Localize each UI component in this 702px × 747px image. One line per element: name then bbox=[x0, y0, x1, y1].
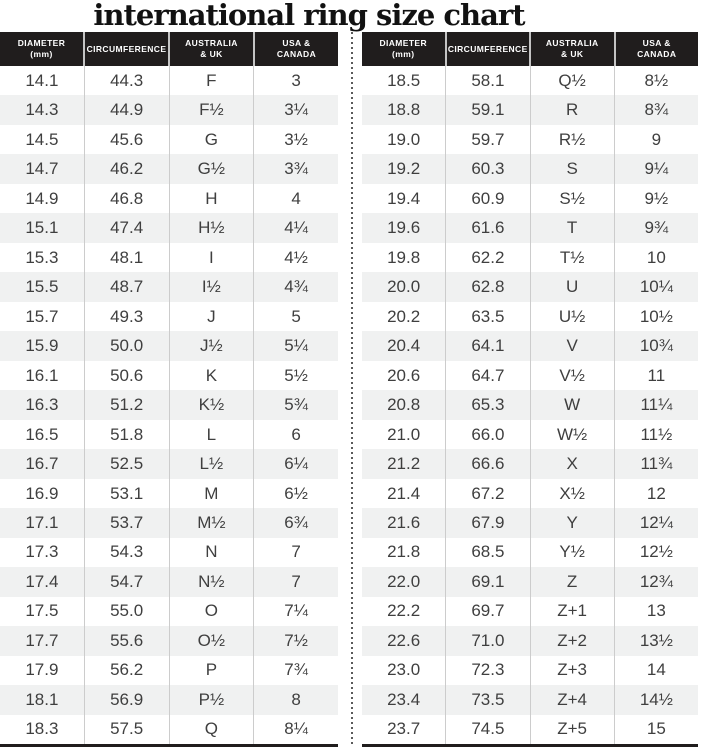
table-row bbox=[362, 331, 698, 360]
table-cell: Z+4 bbox=[530, 685, 614, 714]
table-cell: I½ bbox=[169, 272, 254, 301]
table-cell: 14.3 bbox=[25, 100, 59, 120]
table-cell: 17.4 bbox=[25, 571, 59, 591]
table-cell: R½ bbox=[530, 125, 614, 154]
table-cell: 64.7 bbox=[445, 361, 529, 390]
table-cell: 65.3 bbox=[445, 390, 529, 419]
table-cell: 18.8 bbox=[387, 100, 421, 120]
table-cell: 59.1 bbox=[445, 95, 529, 124]
table-row bbox=[0, 361, 338, 390]
table-cell: 21.2 bbox=[387, 454, 421, 474]
table-cell: V bbox=[530, 331, 614, 360]
table-cell: 7¾ bbox=[253, 656, 338, 685]
table-cell: 16.9 bbox=[25, 483, 59, 503]
table-cell: 68.5 bbox=[445, 538, 529, 567]
table-cell: 3¼ bbox=[253, 95, 338, 124]
table-row bbox=[362, 95, 698, 124]
table-cell: I bbox=[169, 243, 254, 272]
table-row bbox=[0, 390, 338, 419]
table-cell: N½ bbox=[169, 567, 254, 596]
table-cell: X bbox=[530, 449, 614, 478]
table-cell: Z+5 bbox=[530, 715, 614, 744]
table-cell: 15 bbox=[614, 715, 698, 744]
table-cell: W bbox=[530, 390, 614, 419]
column-header: USA & CANADA bbox=[614, 32, 699, 66]
header-row bbox=[0, 32, 338, 66]
table-cell: 19.6 bbox=[387, 218, 421, 238]
table-cell: 59.7 bbox=[445, 125, 529, 154]
table-cell: 12¾ bbox=[614, 567, 698, 596]
table-cell: 16.5 bbox=[25, 424, 59, 444]
table-cell: 8¼ bbox=[253, 715, 338, 744]
table-cell: 7 bbox=[253, 567, 338, 596]
table-row bbox=[0, 449, 338, 478]
table-row bbox=[0, 508, 338, 537]
table-cell: 15.9 bbox=[25, 336, 59, 356]
table-cell: 15.3 bbox=[25, 247, 59, 267]
ring-size-table-right bbox=[362, 32, 698, 747]
table-cell: 45.6 bbox=[84, 125, 169, 154]
table-cell: 23.4 bbox=[387, 689, 421, 709]
table-row bbox=[362, 302, 698, 331]
table-cell: 72.3 bbox=[445, 656, 529, 685]
table-cell: R bbox=[530, 95, 614, 124]
table-row bbox=[362, 597, 698, 626]
table-cell: 8 bbox=[253, 685, 338, 714]
table-cell: 16.7 bbox=[25, 454, 59, 474]
table-cell: 10½ bbox=[614, 302, 698, 331]
table-cell: Y½ bbox=[530, 538, 614, 567]
table-row bbox=[0, 125, 338, 154]
table-row bbox=[362, 154, 698, 183]
table-cell: 8½ bbox=[614, 66, 698, 95]
table-cell: 15.5 bbox=[25, 277, 59, 297]
table-cell: Z+1 bbox=[530, 597, 614, 626]
header-row bbox=[362, 32, 698, 66]
table-cell: 54.3 bbox=[84, 538, 169, 567]
table-cell: 11¾ bbox=[614, 449, 698, 478]
table-cell: 20.2 bbox=[387, 306, 421, 326]
table-row bbox=[0, 420, 338, 449]
table-cell: 3½ bbox=[253, 125, 338, 154]
table-cell: Q½ bbox=[530, 66, 614, 95]
table-row bbox=[362, 479, 698, 508]
ring-size-table-left bbox=[0, 32, 338, 747]
table-cell: 69.7 bbox=[445, 597, 529, 626]
table-cell: 74.5 bbox=[445, 715, 529, 744]
table-body bbox=[362, 66, 698, 744]
table-cell: 14.5 bbox=[25, 129, 59, 149]
table-row bbox=[362, 626, 698, 655]
table-cell: 10 bbox=[614, 243, 698, 272]
table-cell: O½ bbox=[169, 626, 254, 655]
table-body bbox=[0, 66, 338, 744]
table-cell: G bbox=[169, 125, 254, 154]
table-cell: 4¾ bbox=[253, 272, 338, 301]
table-cell: 69.1 bbox=[445, 567, 529, 596]
table-cell: 58.1 bbox=[445, 66, 529, 95]
table-cell: 18.3 bbox=[25, 719, 59, 739]
table-cell: U bbox=[530, 272, 614, 301]
table-row bbox=[0, 213, 338, 242]
table-row bbox=[0, 154, 338, 183]
table-cell: H½ bbox=[169, 213, 254, 242]
table-row bbox=[362, 715, 698, 744]
table-cell: 22.6 bbox=[387, 630, 421, 650]
table-cell: 57.5 bbox=[84, 715, 169, 744]
table-cell: 61.6 bbox=[445, 213, 529, 242]
table-cell: 20.8 bbox=[387, 395, 421, 415]
table-cell: 52.5 bbox=[84, 449, 169, 478]
table-cell: 10¾ bbox=[614, 331, 698, 360]
chart-panels bbox=[0, 32, 702, 747]
table-cell: 19.8 bbox=[387, 247, 421, 267]
table-cell: 10¼ bbox=[614, 272, 698, 301]
table-cell: 21.6 bbox=[387, 513, 421, 532]
table-cell: 21.0 bbox=[387, 424, 421, 444]
table-cell: 53.7 bbox=[84, 508, 169, 537]
table-cell: 17.5 bbox=[25, 601, 59, 621]
table-cell: M½ bbox=[169, 508, 254, 537]
table-cell: L½ bbox=[169, 449, 254, 478]
table-cell: 4¼ bbox=[253, 213, 338, 242]
table-cell: 13 bbox=[614, 597, 698, 626]
table-cell: 22.0 bbox=[387, 571, 421, 591]
table-cell: 62.8 bbox=[445, 272, 529, 301]
table-cell: 9¾ bbox=[614, 213, 698, 242]
table-row bbox=[362, 125, 698, 154]
table-cell: 6¼ bbox=[253, 449, 338, 478]
table-cell: 48.7 bbox=[84, 272, 169, 301]
table-cell: 17.9 bbox=[25, 660, 59, 680]
table-cell: 4½ bbox=[253, 243, 338, 272]
table-cell: 50.0 bbox=[84, 331, 169, 360]
table-row bbox=[0, 656, 338, 685]
table-cell: 56.2 bbox=[84, 656, 169, 685]
table-cell: 17.1 bbox=[25, 513, 59, 532]
table-cell: F bbox=[169, 66, 254, 95]
table-cell: 11¼ bbox=[614, 390, 698, 419]
table-cell: 55.0 bbox=[84, 597, 169, 626]
table-row bbox=[0, 243, 338, 272]
table-cell: W½ bbox=[530, 420, 614, 449]
table-cell: 20.4 bbox=[387, 336, 421, 356]
table-cell: 5½ bbox=[253, 361, 338, 390]
table-row bbox=[0, 626, 338, 655]
table-cell: 51.2 bbox=[84, 390, 169, 419]
table-cell: F½ bbox=[169, 95, 254, 124]
table-row bbox=[362, 538, 698, 567]
table-row bbox=[0, 685, 338, 714]
table-row bbox=[0, 597, 338, 626]
table-row bbox=[362, 213, 698, 242]
table-cell: P½ bbox=[169, 685, 254, 714]
table-row bbox=[362, 361, 698, 390]
table-cell: 6¾ bbox=[253, 508, 338, 537]
table-cell: 73.5 bbox=[445, 685, 529, 714]
table-cell: Z+3 bbox=[530, 656, 614, 685]
column-header: AUSTRALIA & UK bbox=[529, 32, 614, 66]
table-cell: S½ bbox=[530, 184, 614, 213]
table-row bbox=[0, 715, 338, 744]
table-row bbox=[0, 302, 338, 331]
table-cell: 56.9 bbox=[84, 685, 169, 714]
table-cell: 12¼ bbox=[614, 508, 698, 537]
table-cell: 49.3 bbox=[84, 302, 169, 331]
table-cell: 14.7 bbox=[25, 159, 59, 179]
table-cell: 63.5 bbox=[445, 302, 529, 331]
table-cell: 17.7 bbox=[25, 630, 59, 650]
table-cell: 51.8 bbox=[84, 420, 169, 449]
table-cell: 66.6 bbox=[445, 449, 529, 478]
table-cell: 18.5 bbox=[387, 70, 421, 90]
column-header: AUSTRALIA & UK bbox=[168, 32, 253, 66]
table-cell: 44.9 bbox=[84, 95, 169, 124]
table-cell: 53.1 bbox=[84, 479, 169, 508]
column-header: CIRCUMFERENCE bbox=[83, 32, 168, 66]
table-cell: 19.4 bbox=[387, 188, 421, 208]
table-cell: 20.6 bbox=[387, 365, 421, 385]
table-cell: 13½ bbox=[614, 626, 698, 655]
column-header: CIRCUMFERENCE bbox=[445, 32, 530, 66]
table-row bbox=[0, 184, 338, 213]
table-cell: 16.3 bbox=[25, 395, 59, 415]
table-cell: 46.2 bbox=[84, 154, 169, 183]
table-cell: 15.7 bbox=[25, 306, 59, 326]
table-cell: N bbox=[169, 538, 254, 567]
table-cell: 44.3 bbox=[84, 66, 169, 95]
table-row bbox=[362, 420, 698, 449]
table-cell: 54.7 bbox=[84, 567, 169, 596]
table-row bbox=[0, 479, 338, 508]
table-cell: 11½ bbox=[614, 420, 698, 449]
table-row bbox=[0, 95, 338, 124]
table-cell: 3¾ bbox=[253, 154, 338, 183]
table-cell: V½ bbox=[530, 361, 614, 390]
table-cell: 5 bbox=[253, 302, 338, 331]
column-header: USA & CANADA bbox=[253, 32, 338, 66]
table-cell: 14 bbox=[614, 656, 698, 685]
table-cell: 60.3 bbox=[445, 154, 529, 183]
table-row bbox=[362, 656, 698, 685]
table-cell: 22.2 bbox=[387, 601, 421, 621]
table-cell: Y bbox=[530, 508, 614, 537]
table-cell: K bbox=[169, 361, 254, 390]
table-cell: 3 bbox=[253, 66, 338, 95]
table-cell: 7¼ bbox=[253, 597, 338, 626]
table-cell: 8¾ bbox=[614, 95, 698, 124]
table-row bbox=[0, 331, 338, 360]
table-cell: J bbox=[169, 302, 254, 331]
table-cell: 20.0 bbox=[387, 277, 421, 297]
table-cell: 7½ bbox=[253, 626, 338, 655]
table-cell: P bbox=[169, 656, 254, 685]
table-cell: 55.6 bbox=[84, 626, 169, 655]
page-title: international ring size chart bbox=[93, 0, 525, 32]
table-cell: 14.9 bbox=[25, 188, 59, 208]
table-cell: 12 bbox=[614, 479, 698, 508]
table-cell: 15.1 bbox=[25, 218, 59, 238]
table-cell: 21.8 bbox=[387, 542, 421, 562]
table-cell: X½ bbox=[530, 479, 614, 508]
table-cell: M bbox=[169, 479, 254, 508]
table-cell: 6 bbox=[253, 420, 338, 449]
table-cell: 21.4 bbox=[387, 483, 421, 503]
table-cell: K½ bbox=[169, 390, 254, 419]
table-cell: 4 bbox=[253, 184, 338, 213]
table-cell: 60.9 bbox=[445, 184, 529, 213]
table-cell: U½ bbox=[530, 302, 614, 331]
table-row bbox=[362, 685, 698, 714]
table-row bbox=[362, 449, 698, 478]
table-cell: 67.2 bbox=[445, 479, 529, 508]
table-cell: 17.3 bbox=[25, 542, 59, 562]
table-cell: 5¾ bbox=[253, 390, 338, 419]
table-row bbox=[362, 390, 698, 419]
table-row bbox=[0, 272, 338, 301]
table-row bbox=[0, 567, 338, 596]
table-cell: 71.0 bbox=[445, 626, 529, 655]
table-cell: 9 bbox=[614, 125, 698, 154]
table-cell: L bbox=[169, 420, 254, 449]
table-cell: 16.1 bbox=[25, 365, 59, 385]
table-row bbox=[362, 66, 698, 95]
table-cell: 23.7 bbox=[387, 719, 421, 739]
table-cell: 7 bbox=[253, 538, 338, 567]
table-cell: 18.1 bbox=[25, 689, 59, 709]
table-cell: 48.1 bbox=[84, 243, 169, 272]
dotted-divider bbox=[338, 32, 362, 747]
table-row bbox=[362, 184, 698, 213]
table-cell: 5¼ bbox=[253, 331, 338, 360]
table-cell: Z+2 bbox=[530, 626, 614, 655]
table-row bbox=[362, 508, 698, 537]
table-cell: 9½ bbox=[614, 184, 698, 213]
table-cell: G½ bbox=[169, 154, 254, 183]
column-header: DIAMETER (mm) bbox=[379, 38, 428, 59]
table-row bbox=[362, 272, 698, 301]
table-cell: 19.2 bbox=[387, 159, 421, 179]
table-row bbox=[362, 243, 698, 272]
table-cell: 19.0 bbox=[387, 129, 421, 149]
table-cell: 14½ bbox=[614, 685, 698, 714]
table-cell: S bbox=[530, 154, 614, 183]
table-cell: 14.1 bbox=[25, 70, 59, 90]
table-cell: 9¼ bbox=[614, 154, 698, 183]
table-cell: 50.6 bbox=[84, 361, 169, 390]
table-cell: 62.2 bbox=[445, 243, 529, 272]
table-row bbox=[362, 567, 698, 596]
table-row bbox=[0, 538, 338, 567]
table-cell: 46.8 bbox=[84, 184, 169, 213]
table-cell: H bbox=[169, 184, 254, 213]
table-cell: J½ bbox=[169, 331, 254, 360]
table-cell: T bbox=[530, 213, 614, 242]
table-cell: 64.1 bbox=[445, 331, 529, 360]
table-cell: Z bbox=[530, 567, 614, 596]
table-cell: 47.4 bbox=[84, 213, 169, 242]
table-row bbox=[0, 66, 338, 95]
column-header: DIAMETER (mm) bbox=[17, 38, 66, 59]
table-cell: 11 bbox=[614, 361, 698, 390]
table-cell: O bbox=[169, 597, 254, 626]
table-cell: 12½ bbox=[614, 538, 698, 567]
table-cell: 66.0 bbox=[445, 420, 529, 449]
table-cell: 6½ bbox=[253, 479, 338, 508]
table-cell: T½ bbox=[530, 243, 614, 272]
table-cell: 23.0 bbox=[387, 660, 421, 680]
table-cell: Q bbox=[169, 715, 254, 744]
table-cell: 67.9 bbox=[445, 508, 529, 537]
